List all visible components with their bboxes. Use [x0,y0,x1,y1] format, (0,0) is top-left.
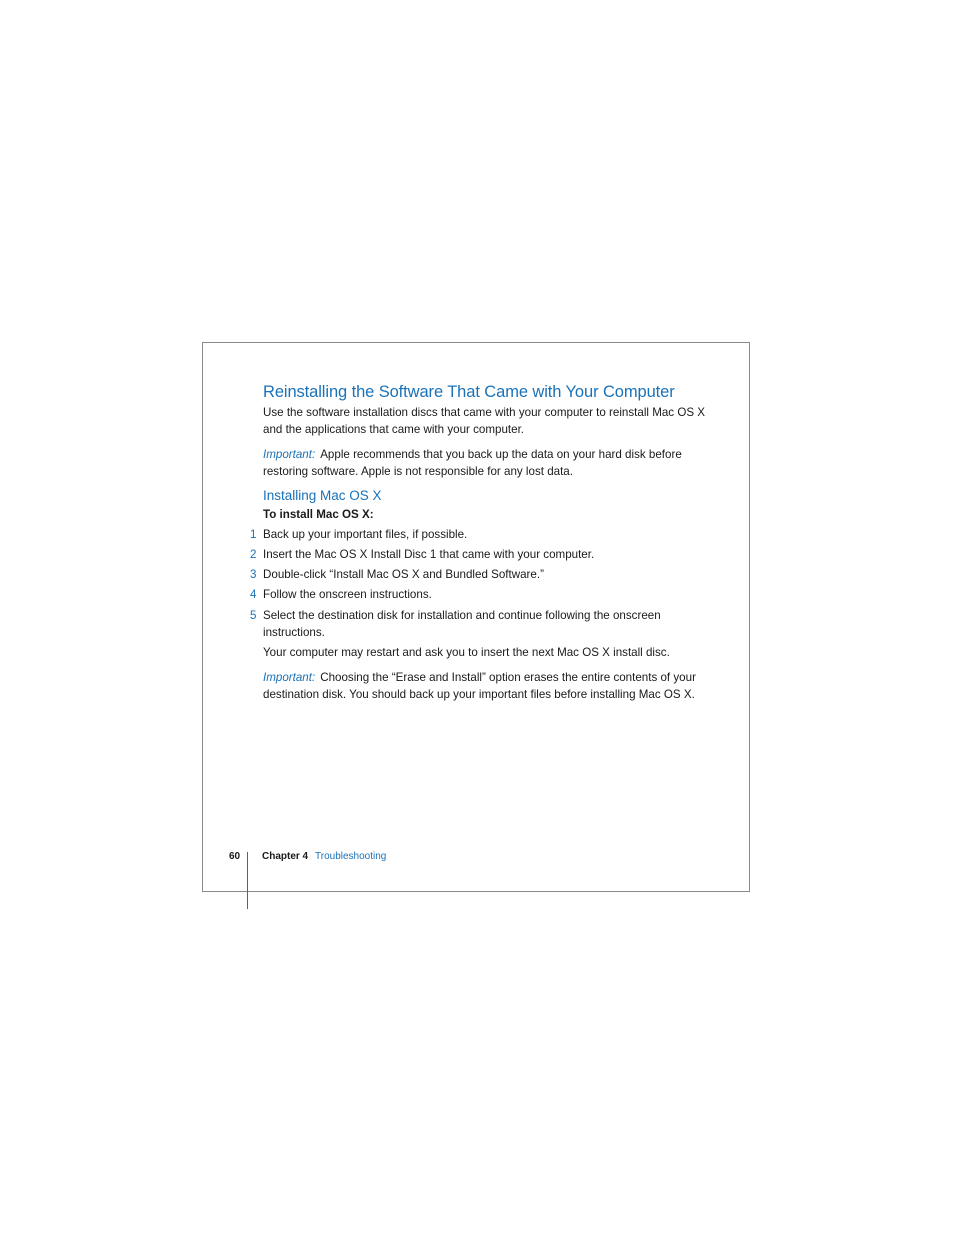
footer-chapter: Chapter 4 [262,851,309,862]
important-label: Important: [263,448,316,461]
step-number: 2 [250,548,257,561]
intro-paragraph [263,404,705,438]
step-text: Follow the onscreen instructions. [263,588,432,601]
footer-divider [247,852,248,909]
page-number: 60 [229,851,241,862]
intro-line-2: and the applications that came with your computer. [263,423,525,436]
important-text-line-2: destination disk. You should back up your important files before installing Mac OS X. [263,688,695,701]
step-item [240,586,720,603]
subsection-title: Installing Mac OS X [263,488,382,503]
step-number: 4 [250,588,257,601]
step-item [240,566,720,583]
step-text: Double-click “Install Mac OS X and Bundled Software.” [263,568,544,581]
step-text-block [263,607,661,641]
step-text-line-2: instructions. [263,626,325,639]
step-number: 3 [250,568,257,581]
footer-section-link[interactable]: Troubleshooting [315,851,387,862]
step-item [240,546,720,563]
section-title: Reinstalling the Software That Came with Your Computer [263,383,675,401]
step-item [240,526,720,543]
step-text: Insert the Mac OS X Install Disc 1 that came with your computer. [263,548,595,561]
important-label: Important: [263,671,316,684]
restart-note: Your computer may restart and ask you to insert the next Mac OS X install disc. [263,646,670,659]
step-number: 1 [250,528,257,541]
important-text-line-1: Choosing the “Erase and Install” option erases the entire contents of your [320,671,696,684]
step-text: Select the destination disk for installation and continue following the onscreen [263,609,661,622]
procedure-heading: To install Mac OS X: [263,508,374,521]
important-note-1 [263,446,682,480]
step-number: 5 [250,609,257,622]
intro-line-1: Use the software installation discs that came with your computer to reinstall Mac OS X [263,406,706,419]
important-text-line-2: restoring software. Apple is not responsible for any lost data. [263,465,573,478]
step-item [240,607,720,641]
step-text: Back up your important files, if possible. [263,528,468,541]
important-text-line-1: Apple recommends that you back up the data on your hard disk before [320,448,682,461]
important-note-2 [263,669,696,703]
